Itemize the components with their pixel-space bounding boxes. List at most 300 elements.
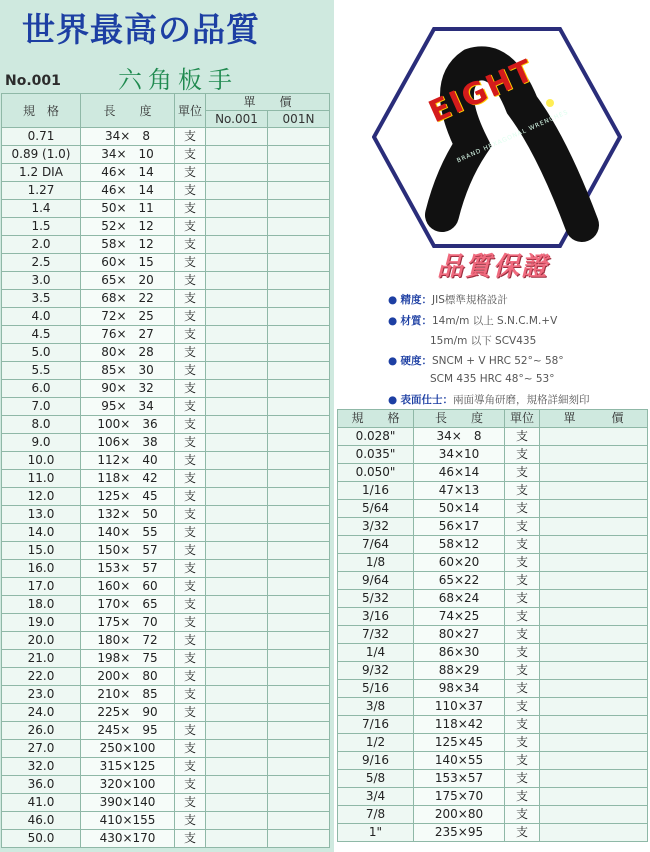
unit-cell: 支 [505, 590, 540, 608]
length-cell: 85× 30 [81, 362, 175, 380]
price-cell [206, 758, 268, 776]
table-row [2, 542, 330, 560]
quality-heading: 品質保證 [437, 252, 550, 282]
unit-cell: 支 [175, 254, 206, 272]
length-cell: 170× 65 [81, 596, 175, 614]
price-cell [206, 794, 268, 812]
table-row [2, 704, 330, 722]
length-cell: 98×34 [414, 680, 505, 698]
price-cell [206, 524, 268, 542]
price-cell [268, 128, 330, 146]
length-cell: 34×10 [414, 446, 505, 464]
unit-cell: 支 [505, 536, 540, 554]
table-row [2, 290, 330, 308]
size-cell: 0.89 (1.0) [2, 146, 81, 164]
price-cell [540, 608, 648, 626]
size-cell: 20.0 [2, 632, 81, 650]
price-cell [268, 614, 330, 632]
unit-cell: 支 [505, 518, 540, 536]
unit-cell: 支 [175, 326, 206, 344]
price-cell [540, 446, 648, 464]
table-row [2, 524, 330, 542]
price-cell [540, 824, 648, 842]
price-cell [268, 290, 330, 308]
unit-cell: 支 [175, 182, 206, 200]
table-row [2, 344, 330, 362]
size-cell: 5.5 [2, 362, 81, 380]
length-cell: 88×29 [414, 662, 505, 680]
table-row [2, 272, 330, 290]
size-cell: 3.5 [2, 290, 81, 308]
length-cell: 80×27 [414, 626, 505, 644]
price-cell [206, 344, 268, 362]
price-cell [206, 290, 268, 308]
length-cell: 72× 25 [81, 308, 175, 326]
price-cell [268, 560, 330, 578]
unit-cell: 支 [175, 164, 206, 182]
unit-cell: 支 [175, 416, 206, 434]
price-cell [540, 716, 648, 734]
table-row [338, 446, 648, 464]
price-cell [206, 308, 268, 326]
unit-cell: 支 [175, 452, 206, 470]
length-cell: 58× 12 [81, 236, 175, 254]
length-cell: 225× 90 [81, 704, 175, 722]
size-cell: 5/64 [338, 500, 414, 518]
price-cell [206, 164, 268, 182]
price-cell [206, 722, 268, 740]
unit-cell: 支 [505, 734, 540, 752]
table-row [338, 608, 648, 626]
brand-caption: BRAND HEXAGONAL WRENCHES [455, 108, 570, 165]
bullet-icon: ● [388, 355, 401, 367]
table-row [2, 218, 330, 236]
unit-cell: 支 [175, 524, 206, 542]
price-cell [540, 788, 648, 806]
price-cell [540, 500, 648, 518]
table-row [338, 464, 648, 482]
table-row [2, 146, 330, 164]
size-cell: 0.71 [2, 128, 81, 146]
table-row [338, 554, 648, 572]
price-cell [268, 722, 330, 740]
price-cell [206, 776, 268, 794]
price-cell [268, 398, 330, 416]
unit-cell: 支 [175, 812, 206, 830]
table-row [338, 716, 648, 734]
length-cell: 198× 75 [81, 650, 175, 668]
size-cell: 10.0 [2, 452, 81, 470]
table-row [2, 758, 330, 776]
size-cell: 36.0 [2, 776, 81, 794]
price-cell [206, 596, 268, 614]
table-row [2, 380, 330, 398]
length-header: 長 度 [81, 94, 175, 128]
size-cell: 4.5 [2, 326, 81, 344]
unit-cell: 支 [175, 146, 206, 164]
size-cell: 21.0 [2, 650, 81, 668]
size-cell: 1.27 [2, 182, 81, 200]
size-cell: 6.0 [2, 380, 81, 398]
price-cell [206, 398, 268, 416]
price-cell [540, 698, 648, 716]
metric-size-table [1, 93, 330, 848]
table-row [338, 752, 648, 770]
price-cell [206, 146, 268, 164]
unit-cell: 支 [175, 614, 206, 632]
price-cell [540, 464, 648, 482]
size-cell: 3/32 [338, 518, 414, 536]
table-row [2, 632, 330, 650]
table-row [2, 182, 330, 200]
price-header: 單 價 [206, 94, 330, 111]
feature-hardness-line2: SCM 435 HRC 48°~ 53° [430, 373, 555, 385]
length-cell: 245× 95 [81, 722, 175, 740]
price-001-header: No.001 [206, 111, 268, 128]
price-cell [206, 128, 268, 146]
length-cell: 86×30 [414, 644, 505, 662]
size-cell: 14.0 [2, 524, 81, 542]
size-cell: 41.0 [2, 794, 81, 812]
size-cell: 5/32 [338, 590, 414, 608]
table-row [2, 326, 330, 344]
unit-cell: 支 [175, 218, 206, 236]
size-cell: 3/4 [338, 788, 414, 806]
size-cell: 9.0 [2, 434, 81, 452]
length-cell: 235×95 [414, 824, 505, 842]
size-cell: 0.035" [338, 446, 414, 464]
price-cell [206, 254, 268, 272]
length-cell: 106× 38 [81, 434, 175, 452]
price-cell [206, 182, 268, 200]
unit-cell: 支 [175, 488, 206, 506]
length-cell: 52× 12 [81, 218, 175, 236]
table-row [2, 578, 330, 596]
price-cell [206, 416, 268, 434]
table-row [2, 794, 330, 812]
size-cell: 2.5 [2, 254, 81, 272]
table-row [2, 650, 330, 668]
unit-cell: 支 [175, 596, 206, 614]
unit-cell: 支 [175, 272, 206, 290]
feature-material: ● 材質：14m/m 以上 S.N.C.M.+V [388, 315, 558, 327]
table-row [2, 200, 330, 218]
length-cell: 153×57 [414, 770, 505, 788]
unit-cell: 支 [175, 650, 206, 668]
size-cell: 7/16 [338, 716, 414, 734]
length-cell: 50×14 [414, 500, 505, 518]
length-cell: 250×100 [81, 740, 175, 758]
length-cell: 132× 50 [81, 506, 175, 524]
length-cell: 125×45 [414, 734, 505, 752]
unit-cell: 支 [505, 446, 540, 464]
length-cell: 60× 15 [81, 254, 175, 272]
price-cell [206, 326, 268, 344]
table-row [2, 668, 330, 686]
length-cell: 95× 34 [81, 398, 175, 416]
price-cell [268, 542, 330, 560]
feature-surface: ● 表面仕士：兩面導角研磨，規格詳細刻印 [388, 394, 590, 406]
size-cell: 1.2 DIA [2, 164, 81, 182]
table-row [338, 644, 648, 662]
unit-cell: 支 [175, 398, 206, 416]
unit-cell: 支 [175, 668, 206, 686]
size-cell: 26.0 [2, 722, 81, 740]
size-cell: 1" [338, 824, 414, 842]
unit-cell: 支 [505, 644, 540, 662]
table-row [2, 776, 330, 794]
price-cell [268, 434, 330, 452]
size-cell: 3/8 [338, 698, 414, 716]
length-cell: 34× 8 [81, 128, 175, 146]
unit-cell: 支 [175, 470, 206, 488]
length-cell: 68× 22 [81, 290, 175, 308]
unit-cell: 支 [175, 362, 206, 380]
price-cell [206, 218, 268, 236]
unit-cell: 支 [175, 434, 206, 452]
unit-cell: 支 [175, 704, 206, 722]
length-cell: 46× 14 [81, 164, 175, 182]
length-cell: 80× 28 [81, 344, 175, 362]
length-cell: 65×22 [414, 572, 505, 590]
unit-cell: 支 [175, 200, 206, 218]
unit-cell: 支 [175, 236, 206, 254]
size-cell: 7/64 [338, 536, 414, 554]
price-001n-header: 001N [268, 111, 330, 128]
unit-cell: 支 [505, 500, 540, 518]
price-cell [206, 236, 268, 254]
price-cell [206, 470, 268, 488]
table-row [338, 572, 648, 590]
size-cell: 46.0 [2, 812, 81, 830]
price-cell [206, 740, 268, 758]
length-cell: 210× 85 [81, 686, 175, 704]
unit-cell: 支 [505, 824, 540, 842]
unit-cell: 支 [175, 128, 206, 146]
table-row [338, 680, 648, 698]
price-cell [540, 482, 648, 500]
size-cell: 19.0 [2, 614, 81, 632]
size-header: 規 格 [338, 410, 414, 428]
price-cell [206, 704, 268, 722]
price-cell [268, 650, 330, 668]
unit-cell: 支 [505, 698, 540, 716]
table-row [338, 482, 648, 500]
price-cell [540, 518, 648, 536]
length-cell: 47×13 [414, 482, 505, 500]
size-cell: 11.0 [2, 470, 81, 488]
page-title: 世界最高の品質 [22, 10, 260, 49]
price-cell [206, 830, 268, 848]
length-cell: 90× 32 [81, 380, 175, 398]
length-cell: 110×37 [414, 698, 505, 716]
price-cell [268, 254, 330, 272]
size-cell: 9/16 [338, 752, 414, 770]
length-cell: 65× 20 [81, 272, 175, 290]
price-cell [206, 686, 268, 704]
price-cell [540, 734, 648, 752]
size-cell: 1/4 [338, 644, 414, 662]
unit-cell: 支 [175, 344, 206, 362]
price-cell [206, 506, 268, 524]
table-row [338, 806, 648, 824]
price-cell [206, 812, 268, 830]
length-cell: 410×155 [81, 812, 175, 830]
length-cell: 430×170 [81, 830, 175, 848]
table-row [2, 830, 330, 848]
price-cell [540, 680, 648, 698]
length-cell: 56×17 [414, 518, 505, 536]
length-cell: 390×140 [81, 794, 175, 812]
price-cell [268, 668, 330, 686]
price-cell [268, 776, 330, 794]
unit-cell: 支 [175, 794, 206, 812]
size-cell: 5/16 [338, 680, 414, 698]
price-cell [268, 632, 330, 650]
length-cell: 34× 8 [414, 428, 505, 446]
table-row [2, 164, 330, 182]
price-cell [206, 614, 268, 632]
price-cell [206, 488, 268, 506]
length-cell: 34× 10 [81, 146, 175, 164]
table-row [338, 518, 648, 536]
table-row [338, 824, 648, 842]
length-cell: 153× 57 [81, 560, 175, 578]
table-row [2, 398, 330, 416]
price-cell [540, 590, 648, 608]
brand-name: EIGHT [423, 52, 541, 131]
length-header: 長 度 [414, 410, 505, 428]
price-cell [268, 596, 330, 614]
price-cell [206, 434, 268, 452]
unit-cell: 支 [505, 806, 540, 824]
table-row [2, 308, 330, 326]
length-cell: 160× 60 [81, 578, 175, 596]
price-cell [268, 452, 330, 470]
size-header: 規 格 [2, 94, 81, 128]
price-cell [268, 488, 330, 506]
size-cell: 9/32 [338, 662, 414, 680]
price-cell [206, 668, 268, 686]
size-cell: 1.4 [2, 200, 81, 218]
table-row [2, 488, 330, 506]
length-cell: 118×42 [414, 716, 505, 734]
price-cell [206, 380, 268, 398]
table-row [2, 452, 330, 470]
bullet-icon: ● [388, 394, 401, 406]
price-cell [540, 626, 648, 644]
price-cell [268, 740, 330, 758]
price-cell [206, 542, 268, 560]
table-row [338, 590, 648, 608]
length-cell: 46×14 [414, 464, 505, 482]
size-cell: 8.0 [2, 416, 81, 434]
price-cell [206, 578, 268, 596]
length-cell: 150× 57 [81, 542, 175, 560]
table-row [2, 596, 330, 614]
length-cell: 60×20 [414, 554, 505, 572]
unit-cell: 支 [505, 662, 540, 680]
length-cell: 74×25 [414, 608, 505, 626]
unit-cell: 支 [175, 758, 206, 776]
unit-cell: 支 [175, 722, 206, 740]
size-cell: 0.028" [338, 428, 414, 446]
table-row [2, 470, 330, 488]
size-cell: 23.0 [2, 686, 81, 704]
table-row [338, 500, 648, 518]
price-cell [268, 362, 330, 380]
price-cell [268, 812, 330, 830]
table-row [2, 740, 330, 758]
size-cell: 3.0 [2, 272, 81, 290]
table-row [338, 788, 648, 806]
unit-cell: 支 [505, 464, 540, 482]
unit-cell: 支 [175, 740, 206, 758]
model-number: No.001 [5, 73, 61, 89]
price-cell [206, 272, 268, 290]
table-row [2, 686, 330, 704]
bullet-icon: ● [388, 315, 401, 327]
price-cell [540, 806, 648, 824]
unit-cell: 支 [175, 542, 206, 560]
length-cell: 180× 72 [81, 632, 175, 650]
feature-material-line2: 15m/m 以下 SCV435 [430, 335, 537, 347]
unit-cell: 支 [505, 770, 540, 788]
price-header: 單 價 [540, 410, 648, 428]
size-cell: 9/64 [338, 572, 414, 590]
unit-cell: 支 [505, 608, 540, 626]
size-cell: 17.0 [2, 578, 81, 596]
unit-header: 單位 [175, 94, 206, 128]
price-cell [540, 428, 648, 446]
length-cell: 46× 14 [81, 182, 175, 200]
size-cell: 2.0 [2, 236, 81, 254]
unit-cell: 支 [505, 788, 540, 806]
length-cell: 118× 42 [81, 470, 175, 488]
length-cell: 175× 70 [81, 614, 175, 632]
length-cell: 315×125 [81, 758, 175, 776]
unit-cell: 支 [175, 506, 206, 524]
price-cell [206, 560, 268, 578]
table-row [2, 416, 330, 434]
size-cell: 3/16 [338, 608, 414, 626]
table-row [338, 428, 648, 446]
size-cell: 24.0 [2, 704, 81, 722]
price-cell [206, 650, 268, 668]
price-cell [268, 830, 330, 848]
size-cell: 32.0 [2, 758, 81, 776]
price-cell [268, 416, 330, 434]
price-cell [268, 200, 330, 218]
table-row [338, 770, 648, 788]
unit-cell: 支 [505, 554, 540, 572]
unit-header: 單位 [505, 410, 540, 428]
price-cell [268, 344, 330, 362]
length-cell: 58×12 [414, 536, 505, 554]
table-row [2, 362, 330, 380]
size-cell: 15.0 [2, 542, 81, 560]
size-cell: 1/16 [338, 482, 414, 500]
table-row [338, 536, 648, 554]
price-cell [268, 326, 330, 344]
price-cell [268, 470, 330, 488]
unit-cell: 支 [505, 626, 540, 644]
length-cell: 140× 55 [81, 524, 175, 542]
size-cell: 7.0 [2, 398, 81, 416]
length-cell: 200×80 [414, 806, 505, 824]
price-cell [268, 704, 330, 722]
size-cell: 5/8 [338, 770, 414, 788]
